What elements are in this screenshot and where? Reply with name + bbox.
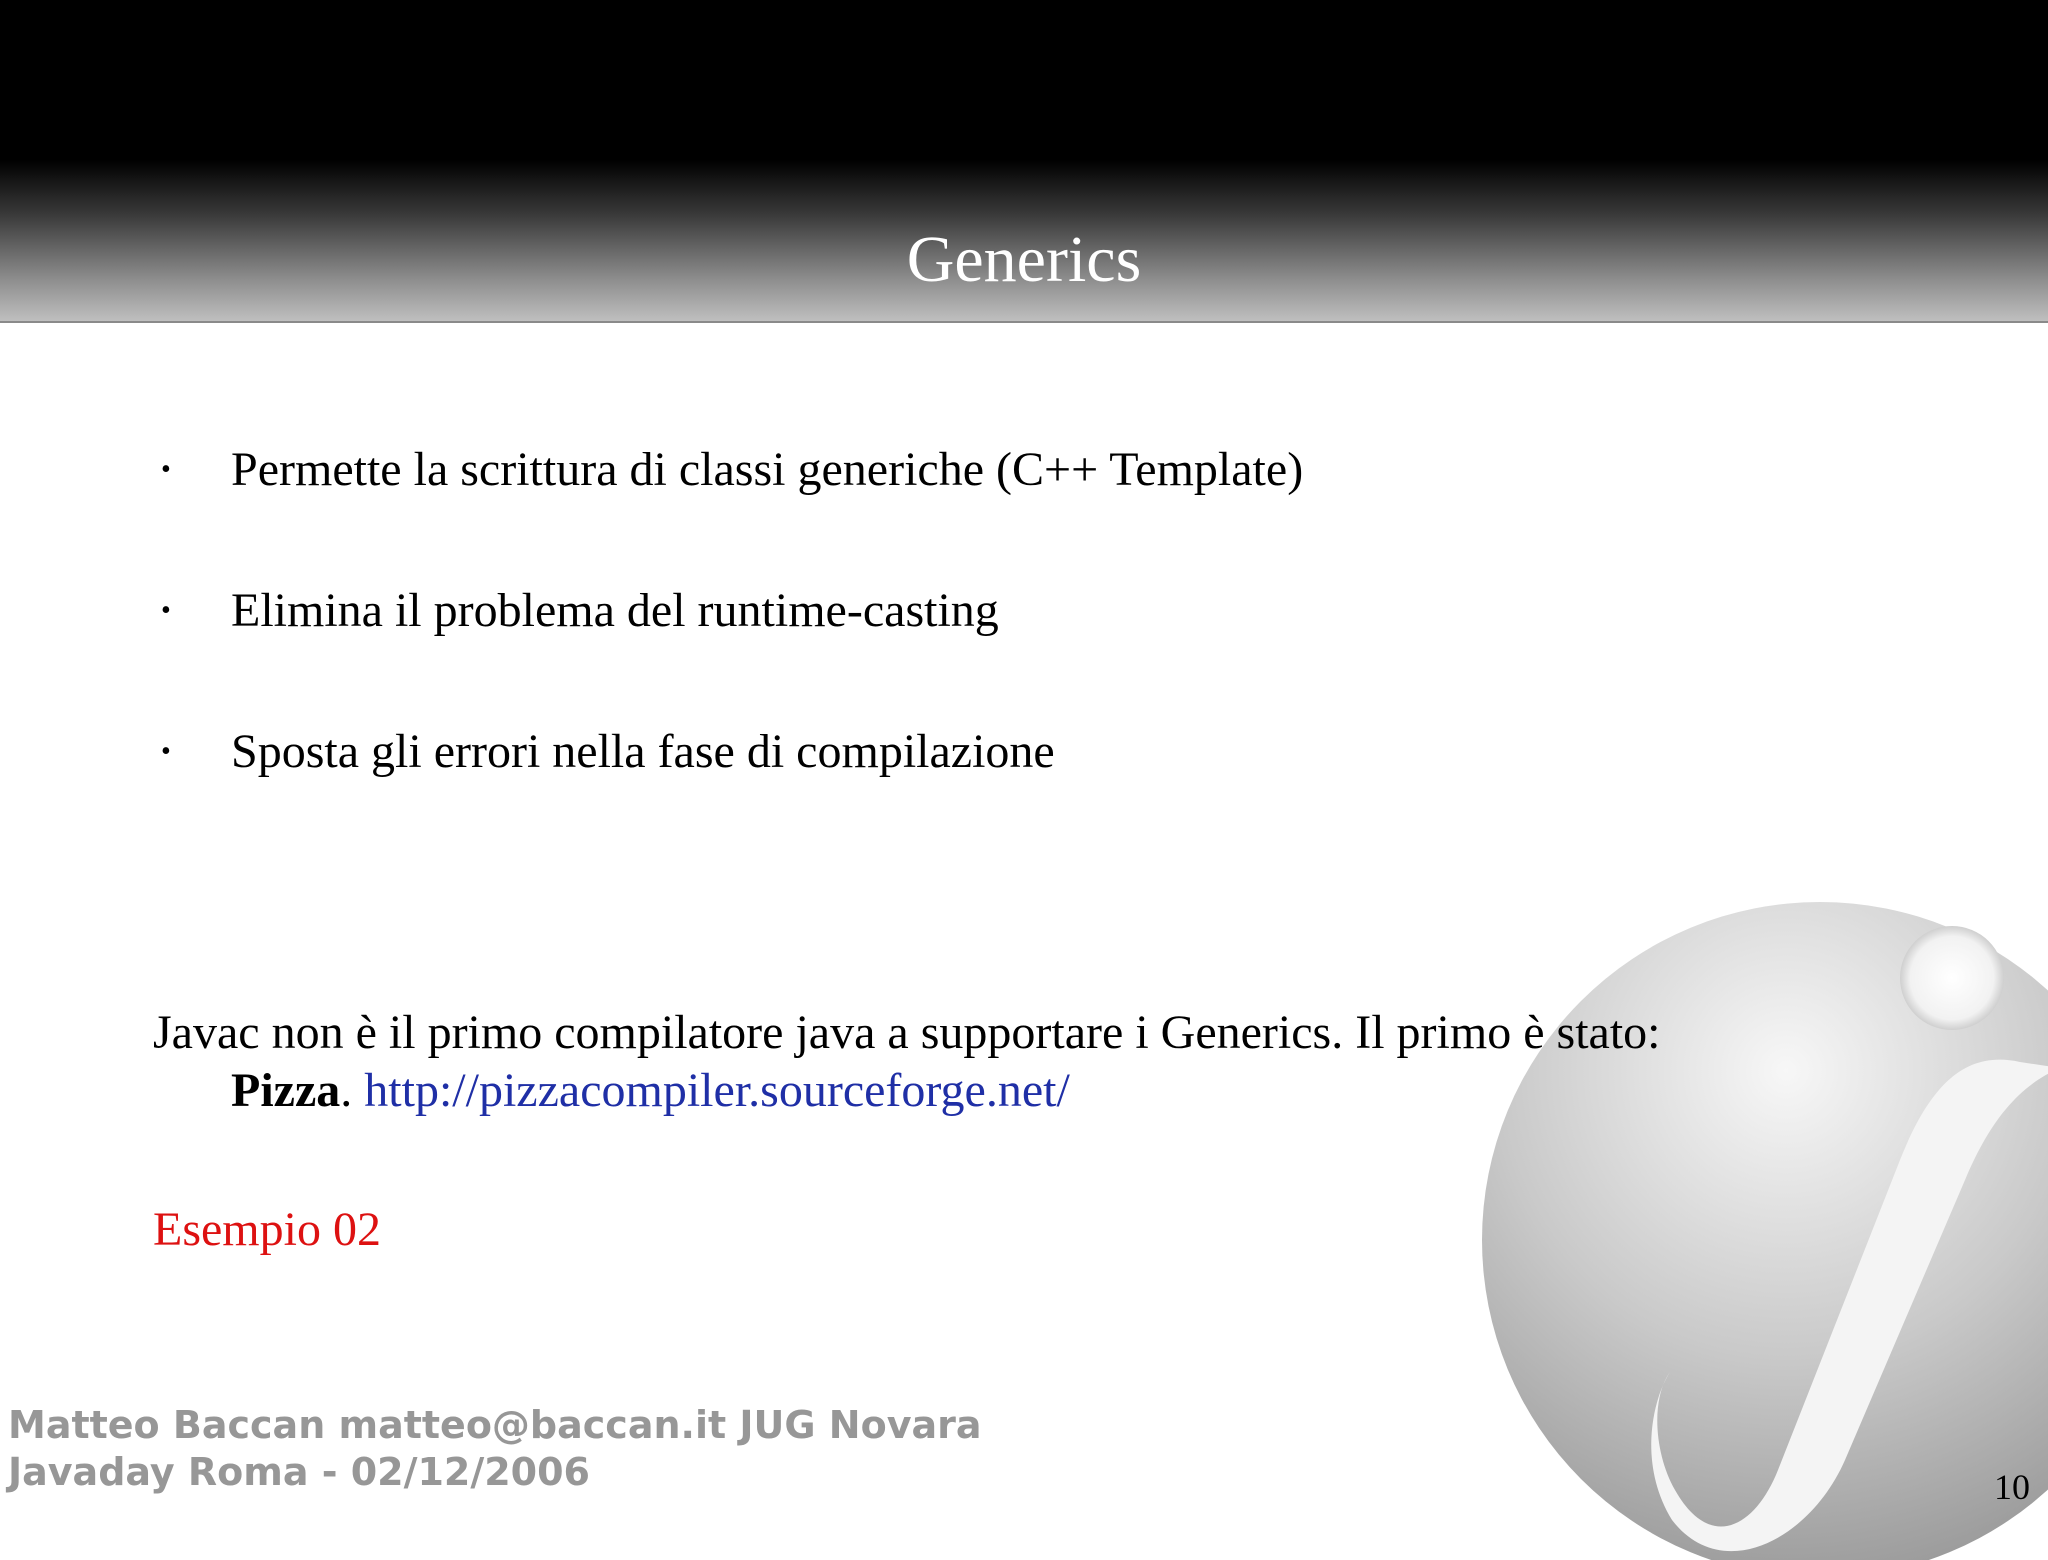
note-line-1: Javac non è il primo compilatore java a supportare i Generics. Il primo è stato:	[153, 1006, 1661, 1059]
slide-title: Generics	[906, 223, 1142, 296]
note-line-2	[231, 1062, 1070, 1120]
bullet-marker: •	[161, 736, 171, 767]
pizza-label: Pizza	[231, 1064, 341, 1117]
pizza-compiler-link[interactable]: http://pizzacompiler.sourceforge.net/	[364, 1064, 1070, 1117]
bullet-text: Elimina il problema del runtime-casting	[231, 584, 999, 637]
bullet-text: Permette la scrittura di classi generiche (C++ Template)	[231, 443, 1304, 496]
footer-author: Matteo Baccan matteo@baccan.it JUG Novara	[8, 1403, 982, 1447]
example-link[interactable]: Esempio 02	[153, 1203, 381, 1256]
slide-header	[0, 0, 2048, 323]
note-separator: .	[340, 1064, 353, 1117]
footer-event: Javaday Roma - 02/12/2006	[8, 1450, 590, 1494]
bullet-text: Sposta gli errori nella fase di compilazione	[231, 725, 1055, 778]
bullet-marker: •	[161, 454, 171, 485]
bullet-marker: •	[161, 595, 171, 626]
page-number: 10	[1994, 1467, 2030, 1507]
footer	[8, 1402, 982, 1496]
java-j-logo-icon	[1460, 880, 2048, 1560]
